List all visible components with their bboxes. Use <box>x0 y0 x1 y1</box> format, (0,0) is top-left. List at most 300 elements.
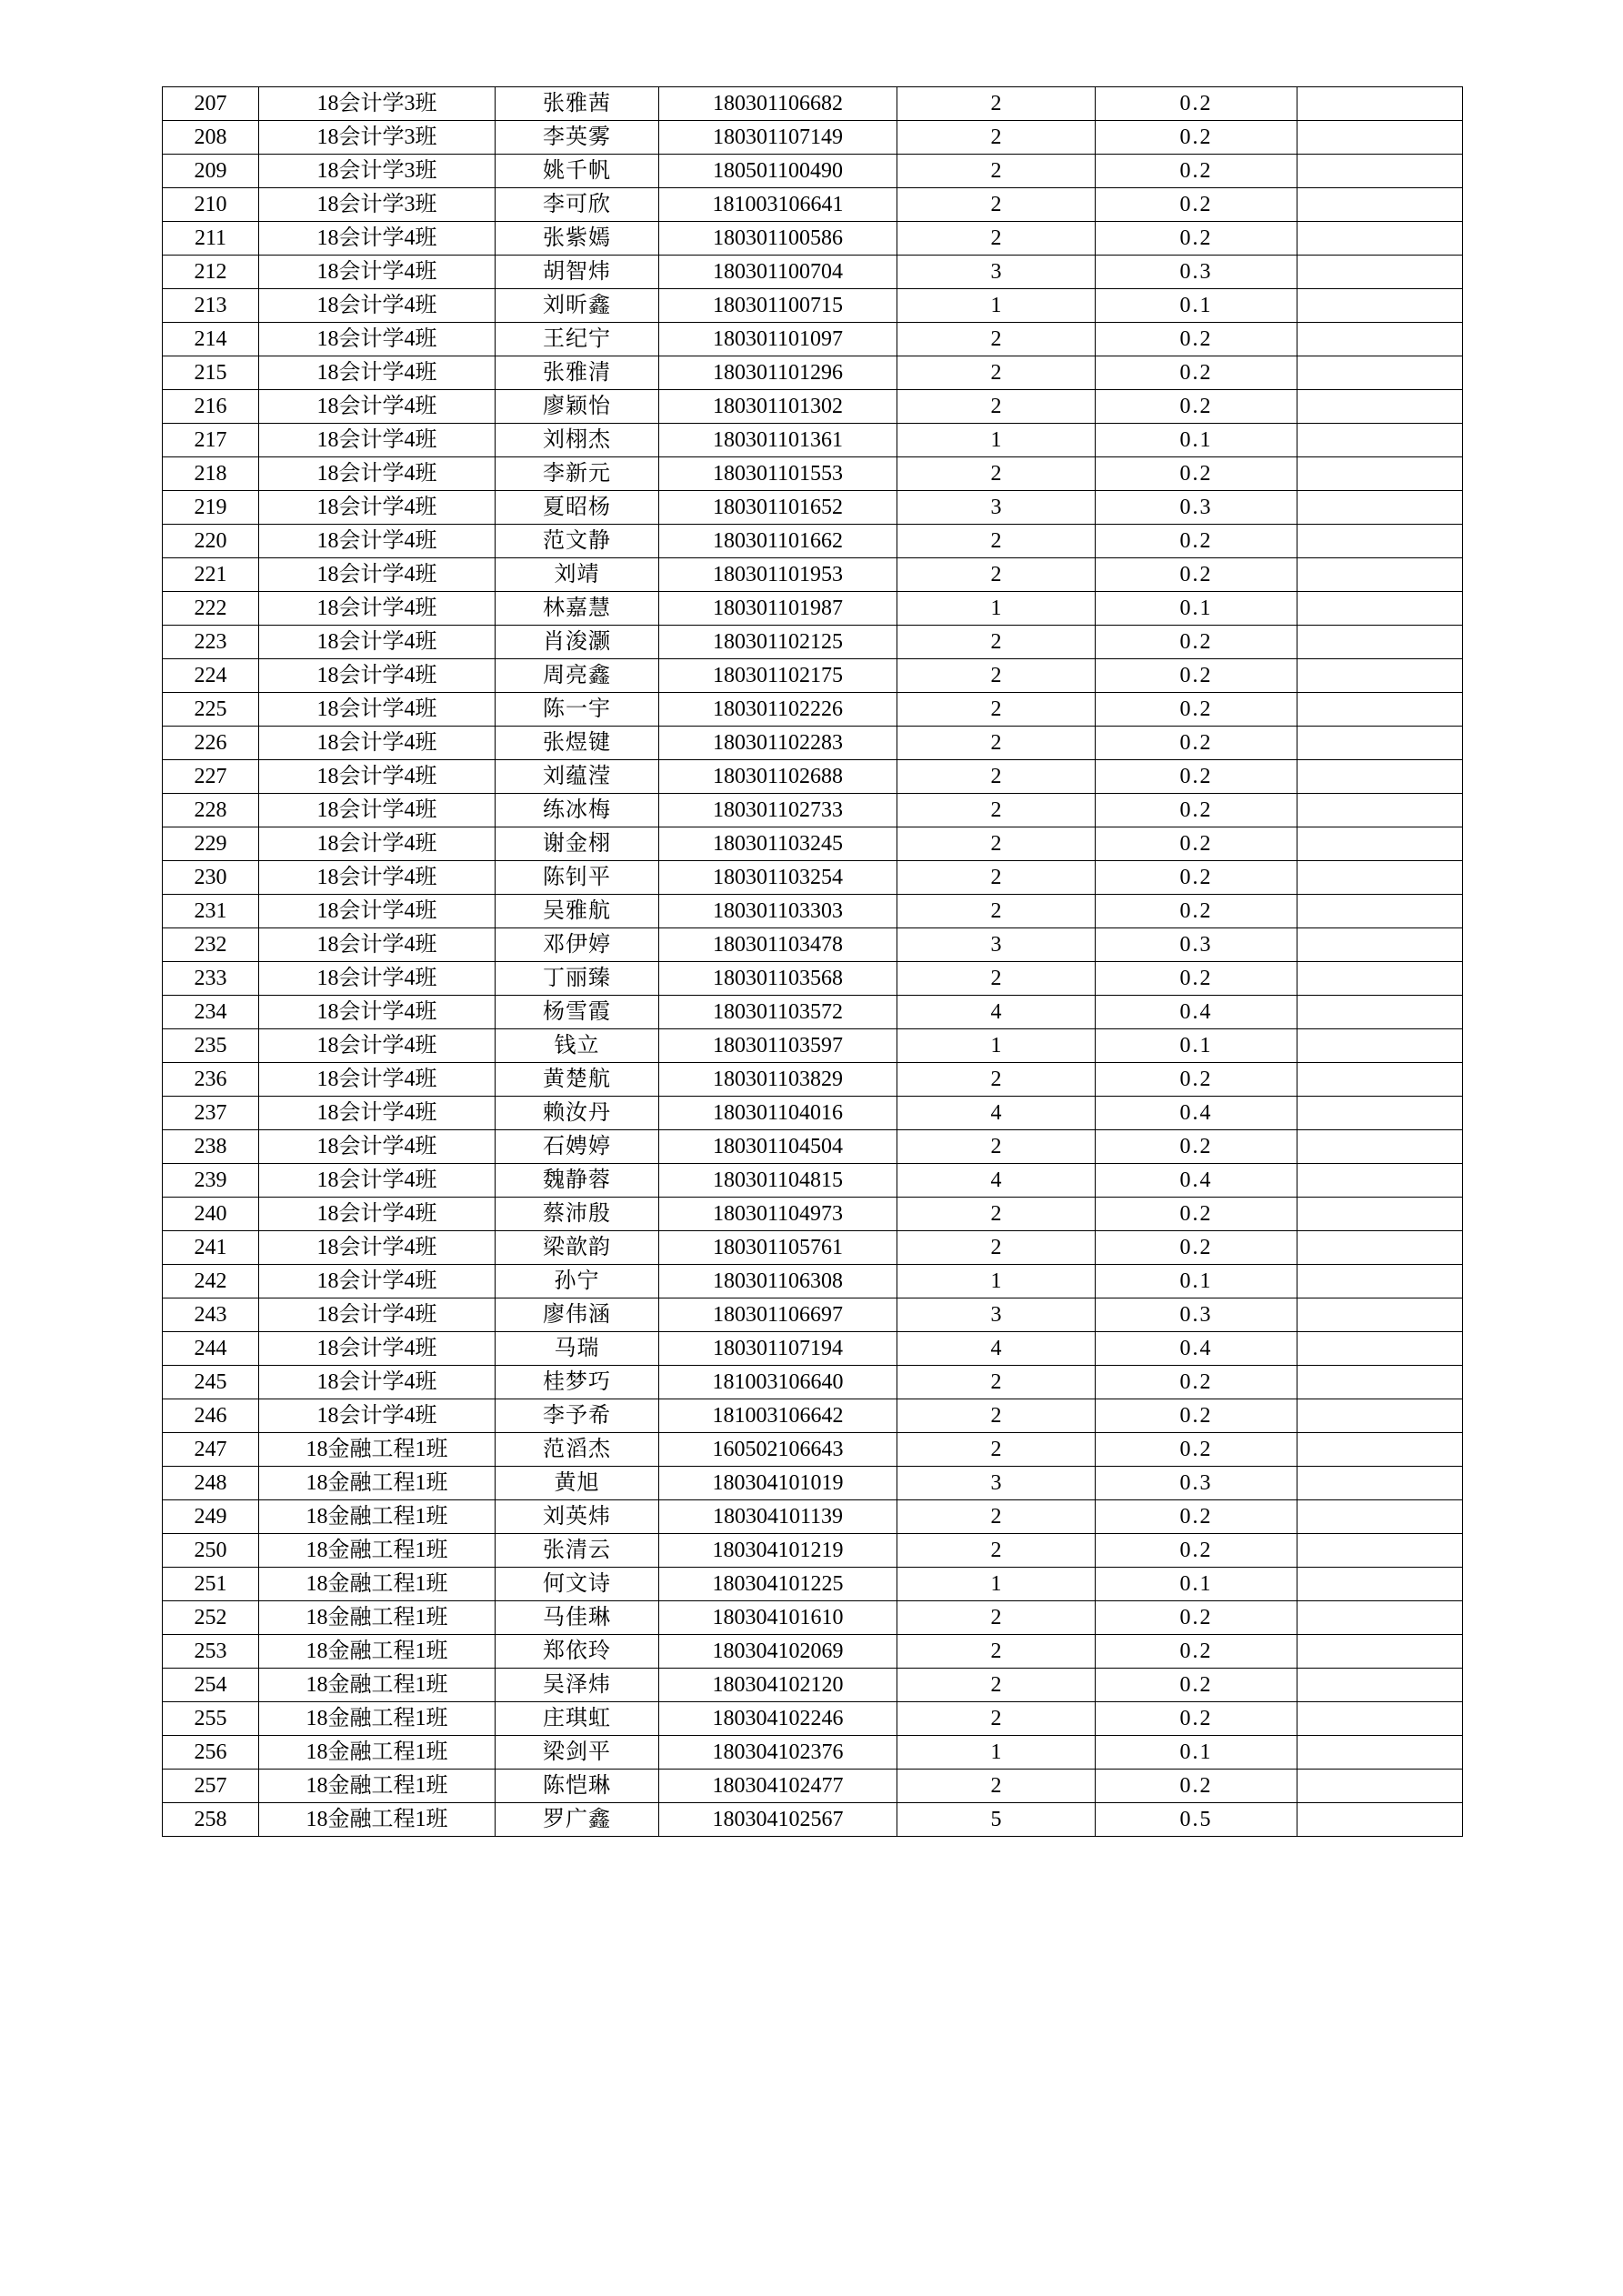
cell-name: 刘昕鑫 <box>496 289 659 323</box>
table-row <box>163 962 1463 996</box>
cell-remark <box>1297 1669 1463 1702</box>
cell-class: 18金融工程1班 <box>259 1635 496 1669</box>
cell-class: 18金融工程1班 <box>259 1770 496 1803</box>
cell-score: 0.1 <box>1096 1568 1297 1601</box>
cell-name: 孙宁 <box>496 1265 659 1298</box>
cell-name: 何文诗 <box>496 1568 659 1601</box>
cell-count: 4 <box>897 1332 1096 1366</box>
cell-count: 2 <box>897 1130 1096 1164</box>
cell-index: 254 <box>163 1669 259 1702</box>
cell-student-id: 180301104016 <box>659 1097 897 1130</box>
cell-score: 0.4 <box>1096 1164 1297 1198</box>
table-row <box>163 626 1463 659</box>
table-row <box>163 592 1463 626</box>
table-row <box>163 155 1463 188</box>
table-row <box>163 1164 1463 1198</box>
table-row <box>163 323 1463 356</box>
cell-student-id: 180304101610 <box>659 1601 897 1635</box>
cell-count: 2 <box>897 558 1096 592</box>
cell-name: 马佳琳 <box>496 1601 659 1635</box>
cell-student-id: 181003106640 <box>659 1366 897 1399</box>
cell-index: 256 <box>163 1736 259 1770</box>
cell-name: 邓伊婷 <box>496 928 659 962</box>
cell-count: 2 <box>897 1669 1096 1702</box>
table-row <box>163 996 1463 1029</box>
cell-remark <box>1297 1736 1463 1770</box>
cell-name: 梁歆韵 <box>496 1231 659 1265</box>
table-row <box>163 1601 1463 1635</box>
table-row <box>163 861 1463 895</box>
cell-index: 217 <box>163 424 259 457</box>
cell-index: 224 <box>163 659 259 693</box>
table-row <box>163 256 1463 289</box>
cell-name: 范文静 <box>496 525 659 558</box>
cell-count: 2 <box>897 1231 1096 1265</box>
cell-name: 张紫嫣 <box>496 222 659 256</box>
cell-index: 228 <box>163 794 259 827</box>
cell-score: 0.2 <box>1096 659 1297 693</box>
cell-count: 2 <box>897 895 1096 928</box>
table-row <box>163 827 1463 861</box>
cell-class: 18会计学4班 <box>259 827 496 861</box>
cell-count: 2 <box>897 1399 1096 1433</box>
cell-index: 234 <box>163 996 259 1029</box>
cell-index: 237 <box>163 1097 259 1130</box>
cell-remark <box>1297 356 1463 390</box>
cell-name: 魏静蓉 <box>496 1164 659 1198</box>
cell-count: 2 <box>897 1702 1096 1736</box>
cell-remark <box>1297 87 1463 121</box>
cell-name: 黄楚航 <box>496 1063 659 1097</box>
cell-remark <box>1297 727 1463 760</box>
cell-class: 18会计学4班 <box>259 659 496 693</box>
cell-name: 郑依玲 <box>496 1635 659 1669</box>
cell-class: 18金融工程1班 <box>259 1467 496 1500</box>
cell-count: 2 <box>897 1601 1096 1635</box>
cell-student-id: 180301103829 <box>659 1063 897 1097</box>
cell-score: 0.4 <box>1096 996 1297 1029</box>
cell-student-id: 181003106642 <box>659 1399 897 1433</box>
cell-index: 249 <box>163 1500 259 1534</box>
cell-score: 0.2 <box>1096 861 1297 895</box>
cell-student-id: 180301102226 <box>659 693 897 727</box>
cell-student-id: 180301102283 <box>659 727 897 760</box>
cell-class: 18金融工程1班 <box>259 1669 496 1702</box>
cell-name: 廖颖怡 <box>496 390 659 424</box>
cell-class: 18金融工程1班 <box>259 1433 496 1467</box>
cell-student-id: 180301101361 <box>659 424 897 457</box>
cell-student-id: 180304101219 <box>659 1534 897 1568</box>
cell-remark <box>1297 1467 1463 1500</box>
cell-student-id: 180301102733 <box>659 794 897 827</box>
cell-remark <box>1297 928 1463 962</box>
cell-index: 223 <box>163 626 259 659</box>
cell-score: 0.2 <box>1096 558 1297 592</box>
cell-name: 张煜键 <box>496 727 659 760</box>
cell-count: 3 <box>897 256 1096 289</box>
cell-student-id: 180301102175 <box>659 659 897 693</box>
cell-count: 2 <box>897 760 1096 794</box>
cell-score: 0.2 <box>1096 457 1297 491</box>
table-row <box>163 928 1463 962</box>
cell-score: 0.3 <box>1096 1298 1297 1332</box>
cell-class: 18会计学4班 <box>259 1366 496 1399</box>
table-row <box>163 457 1463 491</box>
cell-score: 0.1 <box>1096 424 1297 457</box>
cell-index: 221 <box>163 558 259 592</box>
cell-index: 239 <box>163 1164 259 1198</box>
cell-index: 250 <box>163 1534 259 1568</box>
cell-index: 220 <box>163 525 259 558</box>
cell-name: 李可欣 <box>496 188 659 222</box>
cell-index: 244 <box>163 1332 259 1366</box>
cell-class: 18会计学4班 <box>259 1097 496 1130</box>
cell-remark <box>1297 457 1463 491</box>
cell-score: 0.2 <box>1096 895 1297 928</box>
cell-score: 0.2 <box>1096 525 1297 558</box>
cell-score: 0.2 <box>1096 760 1297 794</box>
cell-remark <box>1297 962 1463 996</box>
table-row <box>163 390 1463 424</box>
cell-name: 李予希 <box>496 1399 659 1433</box>
cell-name: 蔡沛殷 <box>496 1198 659 1231</box>
cell-name: 吴雅航 <box>496 895 659 928</box>
cell-class: 18会计学4班 <box>259 390 496 424</box>
cell-score: 0.2 <box>1096 1770 1297 1803</box>
cell-class: 18会计学4班 <box>259 592 496 626</box>
cell-class: 18金融工程1班 <box>259 1500 496 1534</box>
table-row <box>163 356 1463 390</box>
cell-index: 241 <box>163 1231 259 1265</box>
table-row <box>163 1029 1463 1063</box>
cell-class: 18会计学4班 <box>259 1029 496 1063</box>
cell-class: 18会计学4班 <box>259 996 496 1029</box>
cell-class: 18会计学4班 <box>259 1265 496 1298</box>
cell-class: 18会计学4班 <box>259 1198 496 1231</box>
table-row <box>163 760 1463 794</box>
cell-student-id: 180301101652 <box>659 491 897 525</box>
cell-class: 18会计学4班 <box>259 491 496 525</box>
table-row <box>163 1198 1463 1231</box>
cell-index: 245 <box>163 1366 259 1399</box>
cell-name: 王纪宁 <box>496 323 659 356</box>
cell-name: 周亮鑫 <box>496 659 659 693</box>
cell-remark <box>1297 1399 1463 1433</box>
cell-name: 庄琪虹 <box>496 1702 659 1736</box>
cell-student-id: 180301101987 <box>659 592 897 626</box>
table-row <box>163 1736 1463 1770</box>
cell-remark <box>1297 525 1463 558</box>
cell-count: 2 <box>897 1433 1096 1467</box>
cell-score: 0.2 <box>1096 121 1297 155</box>
cell-name: 刘英炜 <box>496 1500 659 1534</box>
cell-name: 赖汝丹 <box>496 1097 659 1130</box>
cell-score: 0.1 <box>1096 592 1297 626</box>
cell-name: 谢金栩 <box>496 827 659 861</box>
cell-index: 219 <box>163 491 259 525</box>
cell-count: 1 <box>897 1265 1096 1298</box>
cell-index: 243 <box>163 1298 259 1332</box>
table-row <box>163 525 1463 558</box>
cell-remark <box>1297 1366 1463 1399</box>
cell-class: 18金融工程1班 <box>259 1534 496 1568</box>
cell-index: 251 <box>163 1568 259 1601</box>
table-row <box>163 1097 1463 1130</box>
cell-name: 姚千帆 <box>496 155 659 188</box>
cell-name: 杨雪霞 <box>496 996 659 1029</box>
table-row <box>163 1534 1463 1568</box>
cell-score: 0.2 <box>1096 1198 1297 1231</box>
cell-index: 246 <box>163 1399 259 1433</box>
cell-remark <box>1297 895 1463 928</box>
cell-remark <box>1297 188 1463 222</box>
cell-count: 2 <box>897 1534 1096 1568</box>
cell-score: 0.2 <box>1096 1366 1297 1399</box>
cell-name: 石娉婷 <box>496 1130 659 1164</box>
table-row <box>163 895 1463 928</box>
cell-name: 桂梦巧 <box>496 1366 659 1399</box>
cell-name: 刘栩杰 <box>496 424 659 457</box>
cell-student-id: 180301101097 <box>659 323 897 356</box>
cell-score: 0.2 <box>1096 1500 1297 1534</box>
cell-student-id: 180301100715 <box>659 289 897 323</box>
cell-count: 1 <box>897 1568 1096 1601</box>
cell-count: 4 <box>897 1164 1096 1198</box>
cell-remark <box>1297 1164 1463 1198</box>
cell-remark <box>1297 1231 1463 1265</box>
table-row <box>163 1298 1463 1332</box>
cell-index: 213 <box>163 289 259 323</box>
cell-remark <box>1297 1265 1463 1298</box>
cell-count: 2 <box>897 121 1096 155</box>
cell-index: 210 <box>163 188 259 222</box>
table-row <box>163 794 1463 827</box>
cell-remark <box>1297 1063 1463 1097</box>
cell-student-id: 180301102688 <box>659 760 897 794</box>
cell-student-id: 180301103597 <box>659 1029 897 1063</box>
cell-score: 0.3 <box>1096 491 1297 525</box>
cell-class: 18会计学4班 <box>259 693 496 727</box>
student-score-table <box>162 86 1463 1837</box>
cell-index: 227 <box>163 760 259 794</box>
cell-class: 18会计学4班 <box>259 256 496 289</box>
table-row <box>163 558 1463 592</box>
cell-count: 2 <box>897 525 1096 558</box>
cell-class: 18金融工程1班 <box>259 1702 496 1736</box>
table-row <box>163 659 1463 693</box>
cell-student-id: 180301101296 <box>659 356 897 390</box>
cell-student-id: 180301101302 <box>659 390 897 424</box>
student-score-table-container <box>162 86 1462 1837</box>
cell-remark <box>1297 996 1463 1029</box>
cell-class: 18会计学3班 <box>259 121 496 155</box>
cell-class: 18会计学3班 <box>259 87 496 121</box>
cell-remark <box>1297 1702 1463 1736</box>
cell-name: 张雅茜 <box>496 87 659 121</box>
table-row <box>163 491 1463 525</box>
cell-remark <box>1297 121 1463 155</box>
cell-student-id: 180301103568 <box>659 962 897 996</box>
cell-score: 0.2 <box>1096 1130 1297 1164</box>
table-row <box>163 1635 1463 1669</box>
cell-score: 0.1 <box>1096 1265 1297 1298</box>
cell-remark <box>1297 1568 1463 1601</box>
cell-score: 0.2 <box>1096 693 1297 727</box>
cell-class: 18会计学4班 <box>259 727 496 760</box>
cell-score: 0.2 <box>1096 222 1297 256</box>
cell-student-id: 180301106308 <box>659 1265 897 1298</box>
table-row <box>163 693 1463 727</box>
cell-score: 0.2 <box>1096 962 1297 996</box>
cell-class: 18金融工程1班 <box>259 1736 496 1770</box>
cell-student-id: 180501100490 <box>659 155 897 188</box>
table-row <box>163 1803 1463 1837</box>
cell-score: 0.2 <box>1096 626 1297 659</box>
cell-index: 214 <box>163 323 259 356</box>
cell-class: 18会计学3班 <box>259 188 496 222</box>
cell-remark <box>1297 693 1463 727</box>
cell-student-id: 180304102376 <box>659 1736 897 1770</box>
cell-index: 226 <box>163 727 259 760</box>
cell-student-id: 180301103572 <box>659 996 897 1029</box>
table-row <box>163 1433 1463 1467</box>
cell-student-id: 180304102069 <box>659 1635 897 1669</box>
cell-count: 2 <box>897 962 1096 996</box>
cell-remark <box>1297 659 1463 693</box>
cell-count: 3 <box>897 1298 1096 1332</box>
cell-score: 0.2 <box>1096 188 1297 222</box>
cell-count: 3 <box>897 491 1096 525</box>
table-row <box>163 1265 1463 1298</box>
cell-remark <box>1297 1332 1463 1366</box>
cell-count: 4 <box>897 1097 1096 1130</box>
cell-index: 235 <box>163 1029 259 1063</box>
cell-count: 2 <box>897 626 1096 659</box>
cell-student-id: 180301105761 <box>659 1231 897 1265</box>
cell-index: 240 <box>163 1198 259 1231</box>
cell-student-id: 180301100586 <box>659 222 897 256</box>
cell-remark <box>1297 760 1463 794</box>
cell-remark <box>1297 155 1463 188</box>
cell-count: 2 <box>897 1770 1096 1803</box>
cell-count: 2 <box>897 323 1096 356</box>
cell-score: 0.4 <box>1096 1097 1297 1130</box>
cell-count: 2 <box>897 827 1096 861</box>
cell-count: 2 <box>897 794 1096 827</box>
cell-name: 林嘉慧 <box>496 592 659 626</box>
cell-index: 236 <box>163 1063 259 1097</box>
cell-remark <box>1297 1029 1463 1063</box>
cell-remark <box>1297 1601 1463 1635</box>
table-row <box>163 1063 1463 1097</box>
cell-index: 218 <box>163 457 259 491</box>
table-row <box>163 1770 1463 1803</box>
cell-student-id: 160502106643 <box>659 1433 897 1467</box>
cell-count: 2 <box>897 693 1096 727</box>
cell-remark <box>1297 827 1463 861</box>
cell-score: 0.2 <box>1096 155 1297 188</box>
cell-student-id: 180304102477 <box>659 1770 897 1803</box>
cell-index: 247 <box>163 1433 259 1467</box>
cell-count: 1 <box>897 592 1096 626</box>
cell-score: 0.2 <box>1096 794 1297 827</box>
table-row <box>163 1231 1463 1265</box>
cell-name: 陈恺琳 <box>496 1770 659 1803</box>
cell-remark <box>1297 861 1463 895</box>
cell-student-id: 180301104504 <box>659 1130 897 1164</box>
table-row <box>163 1332 1463 1366</box>
cell-name: 钱立 <box>496 1029 659 1063</box>
cell-remark <box>1297 1433 1463 1467</box>
cell-class: 18会计学4班 <box>259 760 496 794</box>
cell-index: 238 <box>163 1130 259 1164</box>
cell-count: 2 <box>897 390 1096 424</box>
cell-name: 张清云 <box>496 1534 659 1568</box>
cell-count: 2 <box>897 87 1096 121</box>
cell-score: 0.2 <box>1096 323 1297 356</box>
cell-count: 1 <box>897 424 1096 457</box>
cell-remark <box>1297 1803 1463 1837</box>
cell-class: 18金融工程1班 <box>259 1803 496 1837</box>
cell-count: 2 <box>897 188 1096 222</box>
cell-count: 2 <box>897 222 1096 256</box>
cell-score: 0.2 <box>1096 1601 1297 1635</box>
cell-remark <box>1297 424 1463 457</box>
cell-student-id: 180301102125 <box>659 626 897 659</box>
cell-class: 18会计学4班 <box>259 626 496 659</box>
cell-name: 刘靖 <box>496 558 659 592</box>
cell-remark <box>1297 558 1463 592</box>
cell-count: 2 <box>897 1366 1096 1399</box>
table-row <box>163 1467 1463 1500</box>
cell-index: 253 <box>163 1635 259 1669</box>
cell-count: 2 <box>897 727 1096 760</box>
cell-remark <box>1297 1534 1463 1568</box>
cell-student-id: 180301101662 <box>659 525 897 558</box>
cell-index: 232 <box>163 928 259 962</box>
table-row <box>163 87 1463 121</box>
cell-student-id: 180301103254 <box>659 861 897 895</box>
cell-count: 2 <box>897 1063 1096 1097</box>
cell-score: 0.2 <box>1096 1669 1297 1702</box>
cell-name: 李英雾 <box>496 121 659 155</box>
cell-score: 0.2 <box>1096 1635 1297 1669</box>
cell-name: 张雅清 <box>496 356 659 390</box>
cell-index: 216 <box>163 390 259 424</box>
cell-student-id: 180304101019 <box>659 1467 897 1500</box>
cell-index: 229 <box>163 827 259 861</box>
cell-class: 18会计学4班 <box>259 222 496 256</box>
cell-score: 0.5 <box>1096 1803 1297 1837</box>
cell-class: 18金融工程1班 <box>259 1601 496 1635</box>
cell-name: 马瑞 <box>496 1332 659 1366</box>
table-row <box>163 727 1463 760</box>
cell-class: 18会计学4班 <box>259 962 496 996</box>
cell-student-id: 180304101225 <box>659 1568 897 1601</box>
cell-score: 0.2 <box>1096 1433 1297 1467</box>
cell-score: 0.2 <box>1096 1231 1297 1265</box>
cell-class: 18会计学4班 <box>259 558 496 592</box>
cell-student-id: 180301106697 <box>659 1298 897 1332</box>
cell-score: 0.2 <box>1096 827 1297 861</box>
cell-name: 李新元 <box>496 457 659 491</box>
cell-student-id: 180301104815 <box>659 1164 897 1198</box>
cell-score: 0.1 <box>1096 1029 1297 1063</box>
cell-class: 18会计学4班 <box>259 1298 496 1332</box>
cell-student-id: 180301107149 <box>659 121 897 155</box>
cell-score: 0.2 <box>1096 727 1297 760</box>
cell-index: 208 <box>163 121 259 155</box>
